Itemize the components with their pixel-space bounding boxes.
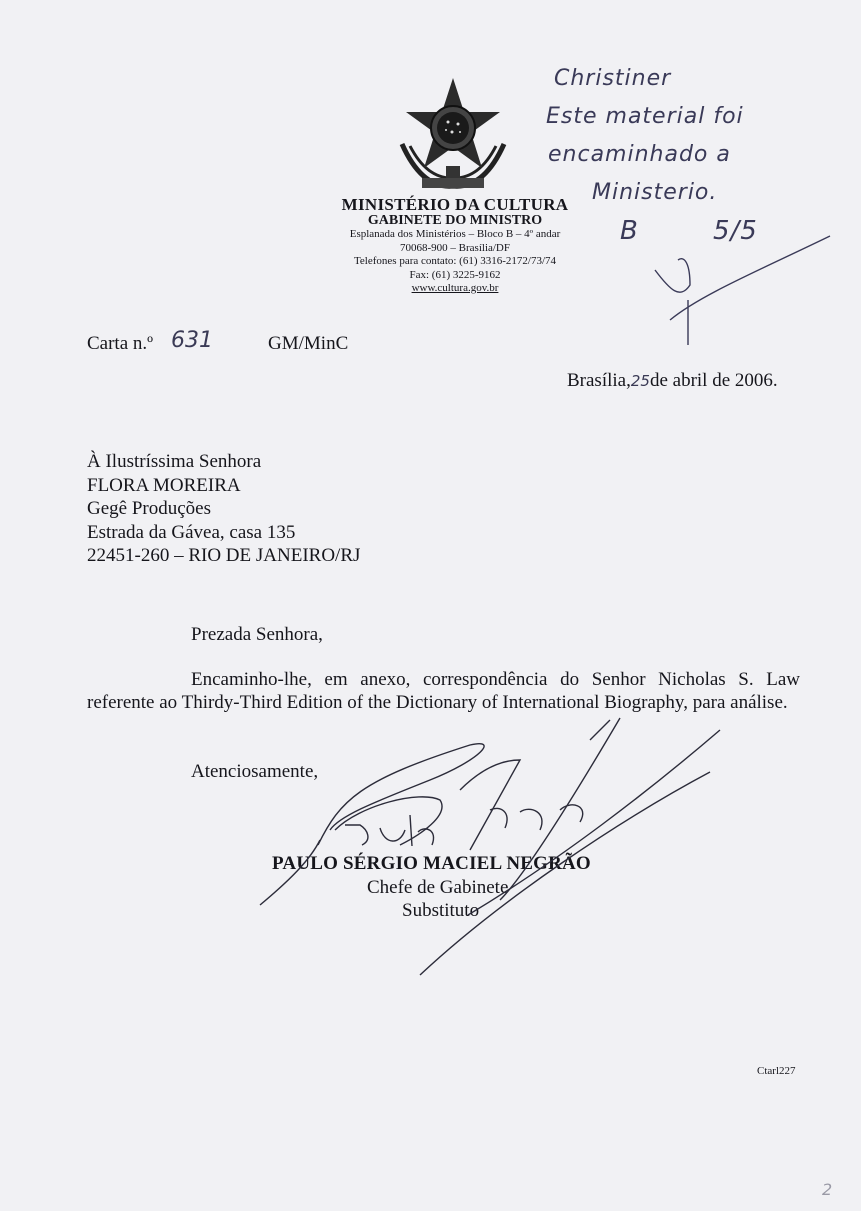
body-paragraph: Encaminho-lhe, em anexo, correspondência do Senhor Nicholas S. Law referente ao Thirdy-Third Edition of the Dictionary of International Biography, para análise. xyxy=(87,669,800,713)
closing: Atenciosamente, xyxy=(191,761,319,782)
handwritten-line: encaminhado a xyxy=(548,142,731,167)
date-day: 25 xyxy=(630,372,650,390)
recipient-city: 22451-260 – RIO DE JANEIRO/RJ xyxy=(87,545,361,566)
fax-line: Fax: (61) 3225-9162 xyxy=(409,268,501,281)
date-rest: de abril de 2006. xyxy=(649,370,778,391)
letter-ref-number: 631 xyxy=(171,328,213,353)
recipient-line: À Ilustríssima Senhora xyxy=(87,451,262,472)
letter-ref-prefix: Carta n.º xyxy=(87,333,154,354)
recipient-name: FLORA MOREIRA xyxy=(87,474,241,496)
handwritten-line: Este material foi xyxy=(546,104,744,129)
office-name: GABINETE DO MINISTRO xyxy=(367,213,543,228)
phone-line: Telefones para contato: (61) 3316-2172/73/74 xyxy=(353,255,557,267)
website-link[interactable]: www.cultura.gov.br xyxy=(411,282,499,294)
signer-title: Chefe de Gabinete xyxy=(367,877,509,898)
note-date: 5/5 xyxy=(712,216,758,246)
signer-subtitle: Substituto xyxy=(402,900,480,921)
initials: B xyxy=(620,216,639,246)
address-line-1: Esplanada dos Ministérios – Bloco B – 4º andar xyxy=(349,228,561,240)
salutation: Prezada Senhora, xyxy=(191,624,323,645)
letter-ref-suffix: GM/MinC xyxy=(268,333,349,354)
page-number-mark: 2 xyxy=(822,1180,833,1199)
ministry-name: MINISTÉRIO DA CULTURA xyxy=(341,195,569,214)
handwritten-line: Christiner xyxy=(554,66,672,91)
handwritten-line: Ministerio. xyxy=(592,180,718,205)
date-city: Brasília, xyxy=(567,370,631,391)
address-line-2: 70068-900 – Brasília/DF xyxy=(400,241,510,254)
signer-name: PAULO SÉRGIO MACIEL NEGRÃO xyxy=(272,853,591,874)
document-code: Ctarl227 xyxy=(757,1065,796,1077)
recipient-street: Estrada da Gávea, casa 135 xyxy=(87,521,296,543)
recipient-company: Gegê Produções xyxy=(87,498,211,519)
